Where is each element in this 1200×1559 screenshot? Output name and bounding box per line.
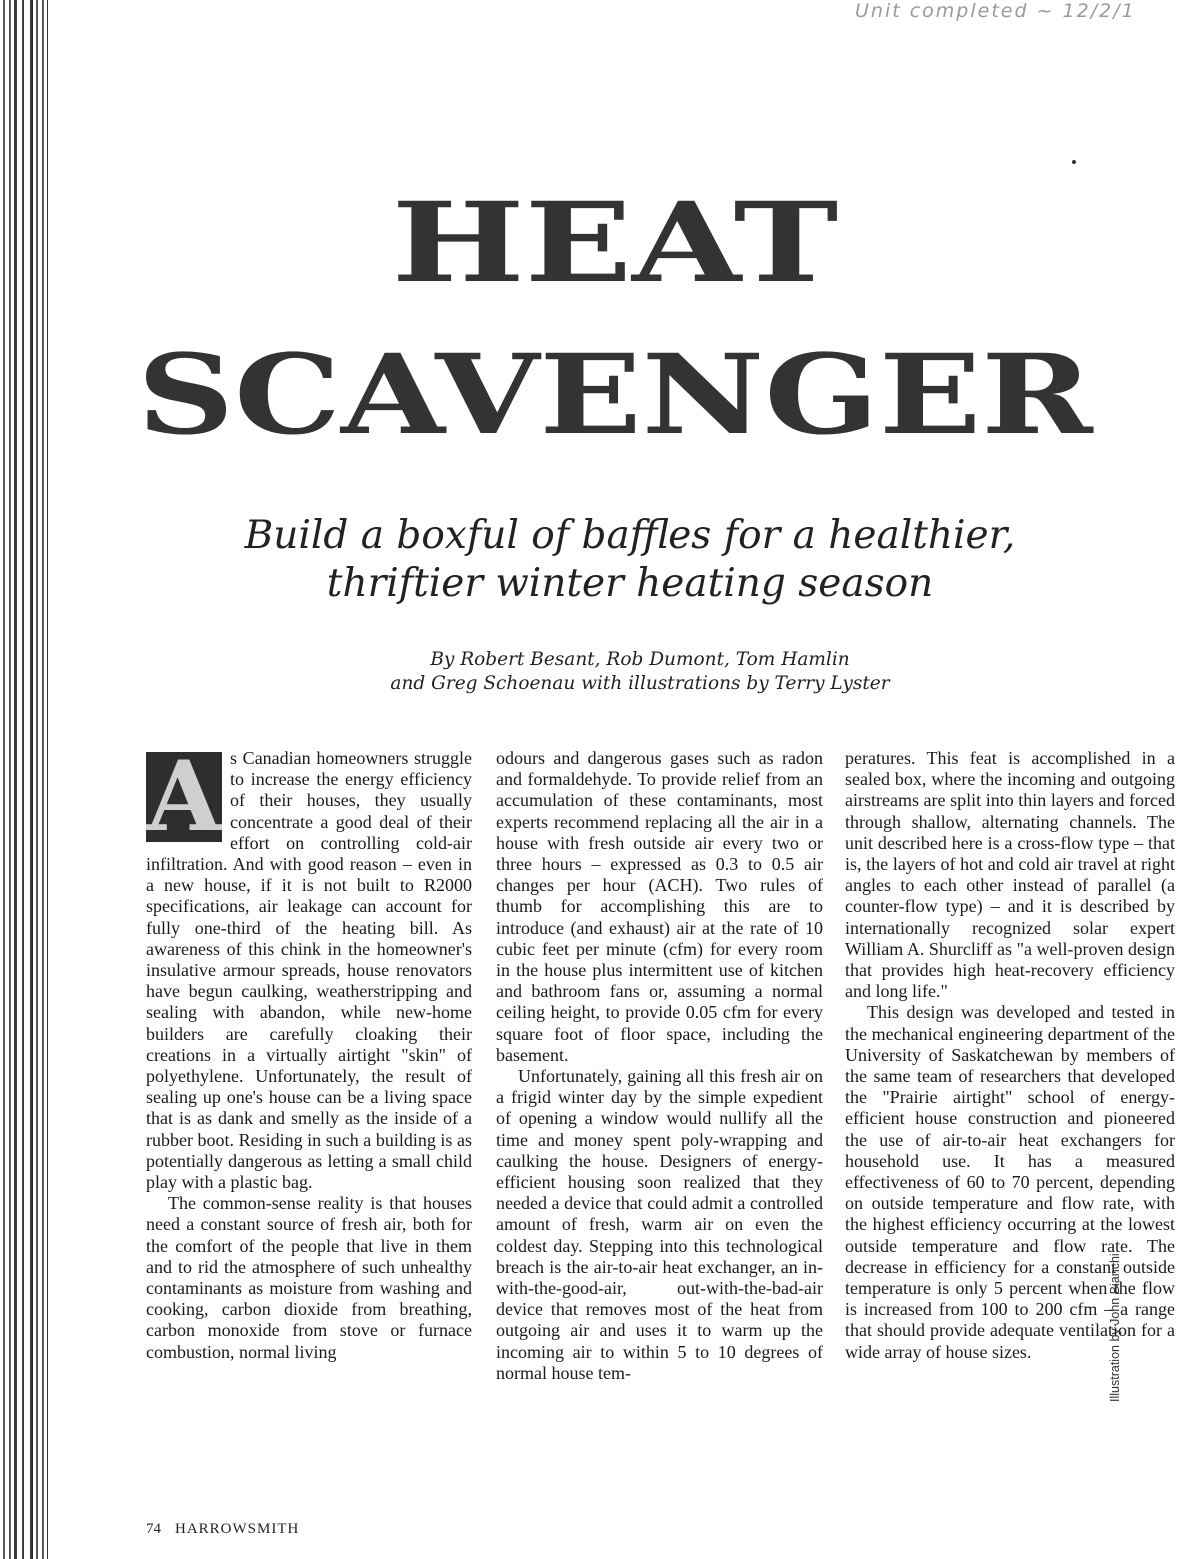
deck-line-1: Build a boxful of baffles for a healthier, [244, 513, 1016, 558]
paragraph [146, 748, 472, 1193]
headline-line-1: HEAT [391, 178, 839, 307]
folio [146, 1521, 299, 1538]
binding-edge [0, 0, 48, 1559]
drop-cap: A [146, 752, 222, 842]
deck-line-2: thriftier winter heating season [326, 561, 934, 606]
headline-line-2: SCAVENGER [137, 330, 1093, 459]
page-number: 74 [146, 1521, 161, 1537]
paragraph: The common-sense reality is that houses need a constant source of fresh air, both for the comfort of the people that live in them and to rid the atmosphere of such unhealthy contaminants as moisture from washing and cooking, carbon dioxide from breathing, carbon monoxide from stove or furnace combustion, normal living [146, 1193, 472, 1362]
paragraph: odours and dangerous gases such as radon and formaldehyde. To provide relief from an accumulation of these contaminants, most experts recommend replacing all the air in a house with fresh outside air every two or three hours – expressed as 0.3 to 0.5 air changes per hour (ACH). Two rules of thumb for accomplishing this are to introduce (and exhaust) air at the rate of 10 cubic feet per minute (cfm) for every room in the house plus intermittent use of kitchen and bathroom fans or, assuming a normal ceiling height, to provide 0.05 cfm for every square foot of floor space, including the basement. [496, 748, 823, 1065]
paragraph: peratures. This feat is accomplished in a sealed box, where the incoming and outgoing airstreams are split into thin layers and forced through shallow, alternating channels. The unit described here is a cross-flow type – that is, the layers of hot and cold air travel at right angles to each other instead of parallel (a counter-flow type) – and it is described by internationally recognized solar expert William A. Shurcliff as "a well-proven design that provides high heat-recovery efficiency and long life." [845, 748, 1175, 1002]
body-column-2 [496, 748, 823, 1384]
byline-line-1: By Robert Besant, Rob Dumont, Tom Hamlin [430, 649, 850, 670]
illustration-credit: Illustration by John Bianchi [1108, 1253, 1122, 1402]
byline-line-2: and Greg Schoenau with illustrations by Terry Lyster [390, 673, 890, 694]
paragraph: This design was developed and tested in the mechanical engineering department of the University of Saskatchewan by members of the same team of researchers that developed the "Prairie airtight" school of energy-efficient house construction and pioneered the use of air-to-air heat exchangers for household use. It has a measured effectiveness of 60 to 70 percent, depending on outside temperature and flow rate, with the highest efficiency occurring at the lowest outside temperature and flow rate. The decrease in efficiency for a constant outside temperature is only 5 percent when the flow is increased from 100 to 200 cfm – a range that should provide adequate ventilation for a wide array of house sizes. [845, 1002, 1175, 1362]
byline [330, 648, 950, 696]
handwritten-note: Unit completed ~ 12/2/1 [855, 0, 1136, 22]
deck [150, 512, 1110, 608]
magazine-name: HARROWSMITH [175, 1521, 300, 1537]
paragraph-text: s Canadian homeowners struggle to increase the energy efficiency of their houses, they usually concentrate a good deal of their effort on controlling cold-air infiltration. And with good reason – even in a new house, if it is not built to R2000 specifications, air leakage can account for fully one-third of the heating bill. As awareness of this chink in the homeowner's insulative armour spreads, house renovators have begun caulking, weatherstripping and sealing with abandon, while new-home builders are carefully cloaking their creations in a virtually airtight "skin" of polyethylene. Unfortunately, the result of sealing up one's house can be a living space that is as dank and smelly as the inside of a rubber boot. Residing in such a building is as potentially dangerous as letting a small child play with a plastic bag. [146, 748, 472, 1193]
body-column-3 [845, 748, 1175, 1363]
paragraph: Unfortunately, gaining all this fresh air on a frigid winter day by the simple expedient of opening a window would nullify all the time and money spent poly-wrapping and caulking the house. Designers of energy-efficient housing soon realized that they needed a device that could admit a controlled amount of fresh, warm air on even the coldest day. Stepping into this technological breach is the air-to-air heat exchanger, an in-with-the-good-air, out-with-the-bad-air device that removes most of the heat from outgoing air and uses it to warm up the incoming air to within 5 to 10 degrees of normal house tem- [496, 1066, 823, 1383]
speck [1072, 160, 1076, 164]
body-column-1 [146, 748, 472, 1363]
